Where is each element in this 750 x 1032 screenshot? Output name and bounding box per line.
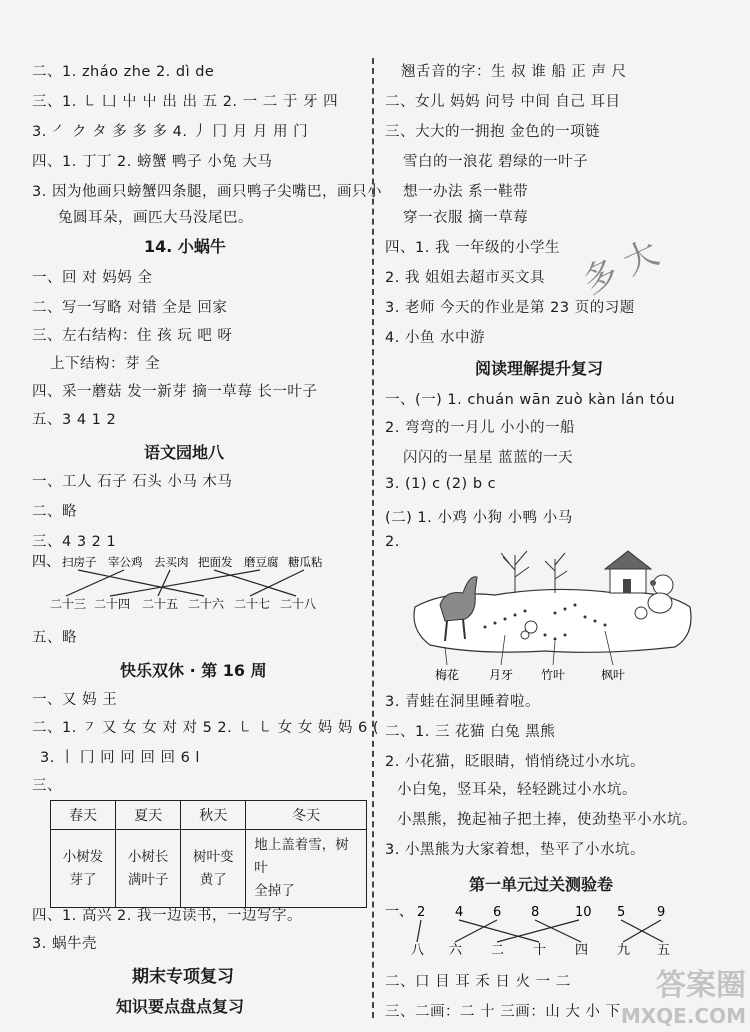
match-number: 2	[417, 905, 426, 920]
table-header-cell: 夏天	[116, 801, 181, 830]
bare-tree	[501, 551, 567, 593]
text-line: 三、1. ㇄ 凵 屮 屮 出 出 五 2. 一 二 于 牙 四	[32, 94, 339, 110]
match-numeral: 十	[533, 943, 547, 958]
text-line: 四、1. 丁丁 2. 螃蟹 鸭子 小兔 大马	[32, 154, 273, 170]
text-line: 三、二画：二 十 三画：山 大 小 下	[385, 1004, 621, 1020]
text-line: 3. 小黑熊为大家着想，垫平了小水坑。	[385, 842, 645, 858]
table-header-cell: 冬天	[246, 801, 367, 830]
table-row	[51, 830, 367, 908]
table-cell: 小树长 满叶子	[116, 830, 181, 908]
text-line: 五、3 4 1 2	[32, 412, 117, 428]
text-line: 4. 小鱼 水中游	[385, 330, 486, 346]
match-line	[455, 920, 497, 942]
watermark-logo-text: 答案圈	[656, 968, 746, 1003]
text-line: 四、1. 我 一年级的小学生	[385, 240, 561, 256]
text-line: 二、女儿 妈妈 问号 中间 自己 耳目	[385, 94, 621, 110]
section-heading: 语文园地八	[144, 443, 225, 462]
handwritten-scribble: 多 大	[576, 232, 666, 303]
section-heading: 阅读理解提升复习	[475, 359, 604, 378]
match-number: 8	[531, 905, 540, 920]
text-line: 3. 老师 今天的作业是第 23 页的习题	[385, 300, 635, 316]
text-line: 二、1. 三 花猫 白兔 黑熊	[385, 724, 556, 740]
text-line: 四、1. 高兴 2. 我一边读书，一边写字。	[32, 908, 302, 924]
match-number: 6	[493, 905, 502, 920]
match-line	[158, 570, 170, 596]
text-line: 3. (1) c (2) b c	[385, 476, 497, 492]
match-line	[250, 570, 304, 596]
table-header-cell: 春天	[51, 801, 116, 830]
text-line: 3. 蜗牛壳	[32, 936, 97, 952]
match-number: 4	[455, 905, 464, 920]
table-header-cell: 秋天	[181, 801, 246, 830]
match-item-bottom: 二十五	[142, 597, 179, 611]
house	[605, 551, 651, 593]
text-line: 2. 小花猫，眨眼睛，悄悄绕过小水坑。	[385, 754, 645, 770]
match-line	[459, 920, 539, 942]
section-heading: 14. 小蜗牛	[144, 237, 226, 256]
match-item-top: 去买肉	[154, 555, 189, 569]
text-line: 二、写一写略 对错 全是 回家	[32, 300, 228, 316]
text-line: 2. 弯弯的一月儿 小小的一船	[385, 420, 576, 436]
match-item-top: 磨豆腐	[244, 555, 279, 569]
illustration-label: 枫叶	[601, 668, 626, 682]
match-line	[214, 570, 296, 596]
column-divider	[372, 58, 374, 1018]
match-item-top: 把面发	[198, 555, 233, 569]
illustration-label: 月牙	[489, 668, 514, 682]
section-heading: 快乐双休 · 第 16 周	[120, 661, 267, 680]
match-prefix: 一、	[385, 904, 413, 920]
text-line: 三、左右结构：住 孩 玩 吧 呀	[32, 328, 233, 344]
match-item-bottom: 二十六	[188, 597, 225, 611]
text-line: 小黑熊，挽起袖子把土捧，使劲垫平小水坑。	[397, 812, 697, 828]
text-line: 2. 我 姐姐去超市买文具	[385, 270, 546, 286]
match-item-bottom: 二十四	[94, 597, 131, 611]
table-cell: 小树发 芽了	[51, 830, 116, 908]
text-line: 穿一衣服 摘一草莓	[403, 210, 529, 226]
text-line: 三、4 3 2 1	[32, 534, 117, 550]
text-line: 兔圆耳朵，画匹大马没尾巴。	[58, 210, 253, 226]
match-numeral: 五	[657, 943, 671, 958]
text-line: 2.	[385, 534, 400, 550]
match-line	[497, 920, 579, 942]
section-heading: 第一单元过关测验卷	[469, 875, 614, 894]
match-number: 10	[575, 905, 592, 920]
table-header-row	[51, 801, 367, 830]
text-line: 一、回 对 妈妈 全	[32, 270, 153, 286]
match-number: 9	[657, 905, 666, 920]
match-line	[417, 920, 421, 942]
watermark-url: MXQE.COM	[620, 1004, 746, 1028]
text-line: 一、又 妈 王	[32, 692, 118, 708]
match-numeral: 二	[491, 943, 505, 958]
match-number: 5	[617, 905, 626, 920]
text-line: 二、略	[32, 504, 77, 520]
snow-footprints-illustration	[405, 535, 695, 685]
text-line: 三、大大的一拥抱 金色的一项链	[385, 124, 601, 140]
match-item-top: 扫房子	[62, 555, 97, 569]
text-line: 三、	[32, 778, 62, 794]
text-line: (二) 1. 小鸡 小狗 小鸭 小马	[385, 510, 573, 526]
text-line: 五、略	[32, 630, 77, 646]
text-line: 3. ㇒ ク タ 多 多 多 4. 丿 冂 月 月 用 门	[32, 124, 309, 140]
text-line: 翘舌音的字：生 叔 谁 船 正 声 尺	[401, 64, 627, 80]
illustration-label: 竹叶	[541, 668, 566, 682]
match-prefix: 四、	[32, 554, 60, 570]
matching-exercise	[32, 552, 332, 614]
text-line: 二、口 目 耳 禾 日 火 一 二	[385, 974, 571, 990]
text-line: 二、1. zháo zhe 2. dì de	[32, 64, 215, 80]
text-line: 上下结构：芽 全	[50, 356, 161, 372]
number-matching-exercise	[385, 900, 685, 960]
text-line: 小白兔，竖耳朵，轻轻跳过小水坑。	[397, 782, 637, 798]
section-heading: 知识要点盘点复习	[116, 997, 245, 1016]
text-line: 二、1. ㇇ 又 女 女 对 对 5 2. ㇄ ㇄ 女 女 妈 妈 6 (	[32, 720, 380, 736]
seasons-table	[50, 800, 367, 908]
text-line: 3. 青蛙在洞里睡着啦。	[385, 694, 540, 710]
match-item-bottom: 二十三	[50, 597, 87, 611]
match-item-top: 糖瓜粘	[288, 555, 323, 569]
table-cell: 地上盖着雪，树叶 全掉了	[246, 830, 367, 908]
match-item-top: 宰公鸡	[108, 555, 143, 569]
section-heading: 期末专项复习	[132, 967, 234, 987]
site-watermark	[621, 960, 746, 1028]
match-numeral: 九	[617, 943, 631, 958]
text-line: 3. 因为他画只螃蟹四条腿，画只鸭子尖嘴巴，画只小	[32, 184, 382, 200]
match-line	[535, 920, 581, 942]
text-line: 四、采一蘑菇 发一新芽 摘一草莓 长一叶子	[32, 384, 318, 400]
match-line	[623, 920, 661, 942]
match-numeral: 六	[449, 943, 463, 958]
text-line: 闪闪的一星星 蓝蓝的一天	[403, 450, 574, 466]
match-item-bottom: 二十八	[280, 597, 317, 611]
match-item-bottom: 二十七	[234, 597, 271, 611]
match-numeral: 四	[575, 943, 589, 958]
match-numeral: 八	[411, 943, 425, 958]
text-line: 想一办法 系一鞋带	[403, 184, 529, 200]
text-line: 雪白的一浪花 碧绿的一叶子	[403, 154, 589, 170]
text-line: 一、工人 石子 石头 小马 木马	[32, 474, 233, 490]
table-cell: 树叶变 黄了	[181, 830, 246, 908]
text-line: 一、(一) 1. chuán wān zuò kàn lán tóu	[385, 392, 676, 408]
illustration-label: 梅花	[435, 668, 460, 682]
text-line: 3. 丨 冂 冋 冋 回 回 6 l	[40, 750, 200, 766]
